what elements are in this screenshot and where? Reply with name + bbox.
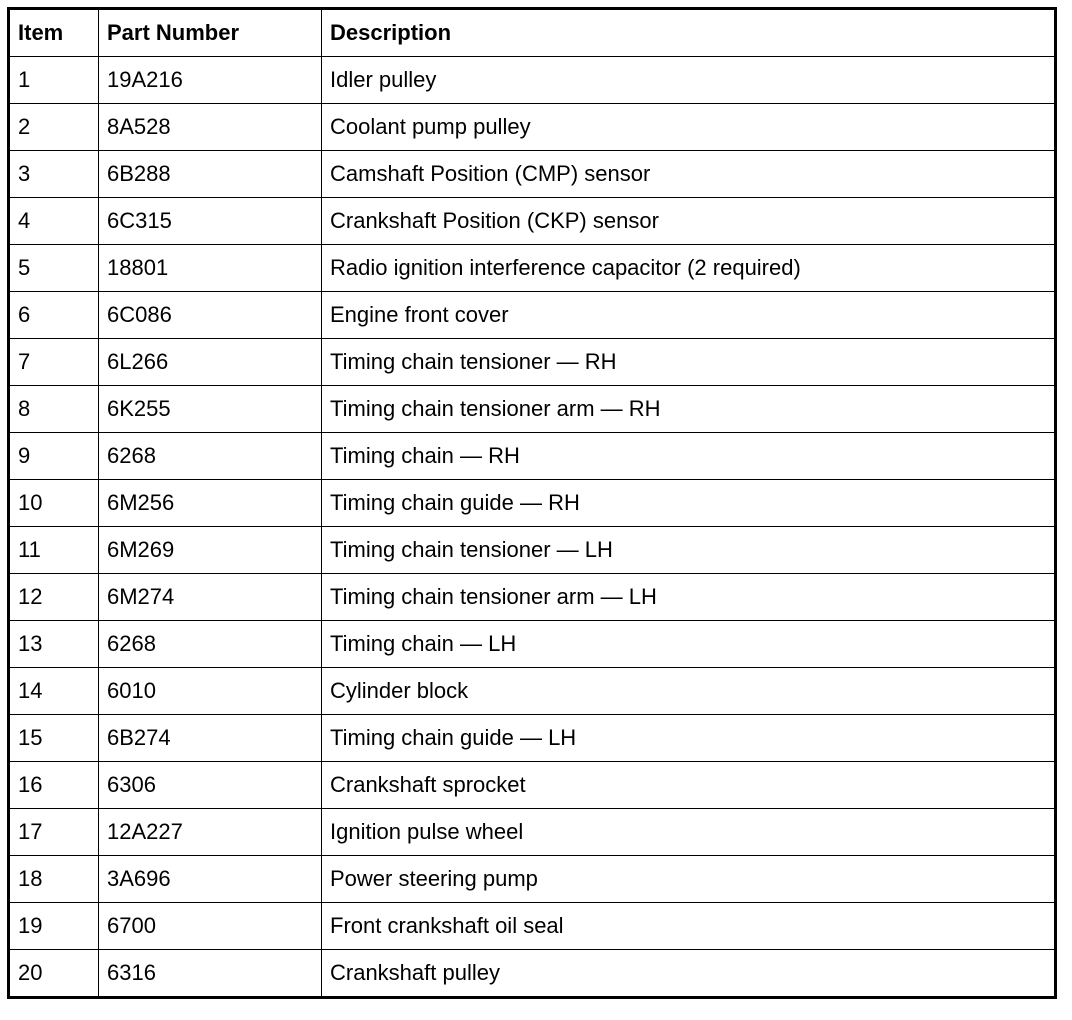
cell-description: Timing chain tensioner — LH (322, 527, 1056, 574)
cell-part-number: 6M274 (99, 574, 322, 621)
table-row (9, 527, 1056, 574)
cell-part-number: 8A528 (99, 104, 322, 151)
table-header-row (9, 9, 1056, 57)
table-row (9, 292, 1056, 339)
cell-description: Crankshaft Position (CKP) sensor (322, 198, 1056, 245)
cell-item: 1 (9, 57, 99, 104)
header-description: Description (322, 9, 1056, 57)
cell-description: Engine front cover (322, 292, 1056, 339)
cell-item: 17 (9, 809, 99, 856)
cell-part-number: 12A227 (99, 809, 322, 856)
cell-part-number: 6316 (99, 950, 322, 998)
cell-item: 7 (9, 339, 99, 386)
header-part-number: Part Number (99, 9, 322, 57)
table-row (9, 762, 1056, 809)
cell-item: 6 (9, 292, 99, 339)
table-row (9, 621, 1056, 668)
table-body (9, 57, 1056, 998)
cell-description: Crankshaft pulley (322, 950, 1056, 998)
cell-item: 20 (9, 950, 99, 998)
cell-part-number: 6M269 (99, 527, 322, 574)
table-row (9, 715, 1056, 762)
cell-description: Crankshaft sprocket (322, 762, 1056, 809)
cell-description: Timing chain tensioner — RH (322, 339, 1056, 386)
cell-item: 4 (9, 198, 99, 245)
cell-part-number: 19A216 (99, 57, 322, 104)
cell-description: Timing chain tensioner arm — LH (322, 574, 1056, 621)
cell-description: Idler pulley (322, 57, 1056, 104)
table-row (9, 245, 1056, 292)
cell-item: 15 (9, 715, 99, 762)
cell-part-number: 6B288 (99, 151, 322, 198)
parts-table (7, 7, 1057, 999)
cell-item: 10 (9, 480, 99, 527)
table-row (9, 57, 1056, 104)
table-row (9, 104, 1056, 151)
cell-part-number: 6L266 (99, 339, 322, 386)
cell-part-number: 6K255 (99, 386, 322, 433)
table-row (9, 480, 1056, 527)
cell-part-number: 18801 (99, 245, 322, 292)
table-row (9, 151, 1056, 198)
table-row (9, 198, 1056, 245)
cell-part-number: 3A696 (99, 856, 322, 903)
cell-description: Timing chain guide — RH (322, 480, 1056, 527)
cell-description: Cylinder block (322, 668, 1056, 715)
cell-item: 8 (9, 386, 99, 433)
table-row (9, 339, 1056, 386)
cell-part-number: 6C086 (99, 292, 322, 339)
table-row (9, 856, 1056, 903)
cell-description: Timing chain guide — LH (322, 715, 1056, 762)
cell-part-number: 6010 (99, 668, 322, 715)
cell-item: 14 (9, 668, 99, 715)
cell-item: 5 (9, 245, 99, 292)
cell-item: 2 (9, 104, 99, 151)
cell-item: 11 (9, 527, 99, 574)
cell-description: Timing chain — RH (322, 433, 1056, 480)
cell-part-number: 6M256 (99, 480, 322, 527)
cell-part-number: 6B274 (99, 715, 322, 762)
cell-description: Ignition pulse wheel (322, 809, 1056, 856)
cell-part-number: 6268 (99, 433, 322, 480)
cell-description: Timing chain tensioner arm — RH (322, 386, 1056, 433)
table-row (9, 809, 1056, 856)
cell-item: 16 (9, 762, 99, 809)
cell-part-number: 6306 (99, 762, 322, 809)
cell-description: Camshaft Position (CMP) sensor (322, 151, 1056, 198)
cell-item: 13 (9, 621, 99, 668)
cell-item: 9 (9, 433, 99, 480)
cell-part-number: 6700 (99, 903, 322, 950)
cell-description: Coolant pump pulley (322, 104, 1056, 151)
cell-item: 12 (9, 574, 99, 621)
cell-item: 19 (9, 903, 99, 950)
cell-item: 18 (9, 856, 99, 903)
table-row (9, 574, 1056, 621)
table-row (9, 386, 1056, 433)
cell-item: 3 (9, 151, 99, 198)
table-row (9, 433, 1056, 480)
table-row (9, 950, 1056, 998)
cell-part-number: 6C315 (99, 198, 322, 245)
cell-part-number: 6268 (99, 621, 322, 668)
table-row (9, 903, 1056, 950)
cell-description: Front crankshaft oil seal (322, 903, 1056, 950)
cell-description: Timing chain — LH (322, 621, 1056, 668)
cell-description: Radio ignition interference capacitor (2 required) (322, 245, 1056, 292)
cell-description: Power steering pump (322, 856, 1056, 903)
table-row (9, 668, 1056, 715)
header-item: Item (9, 9, 99, 57)
